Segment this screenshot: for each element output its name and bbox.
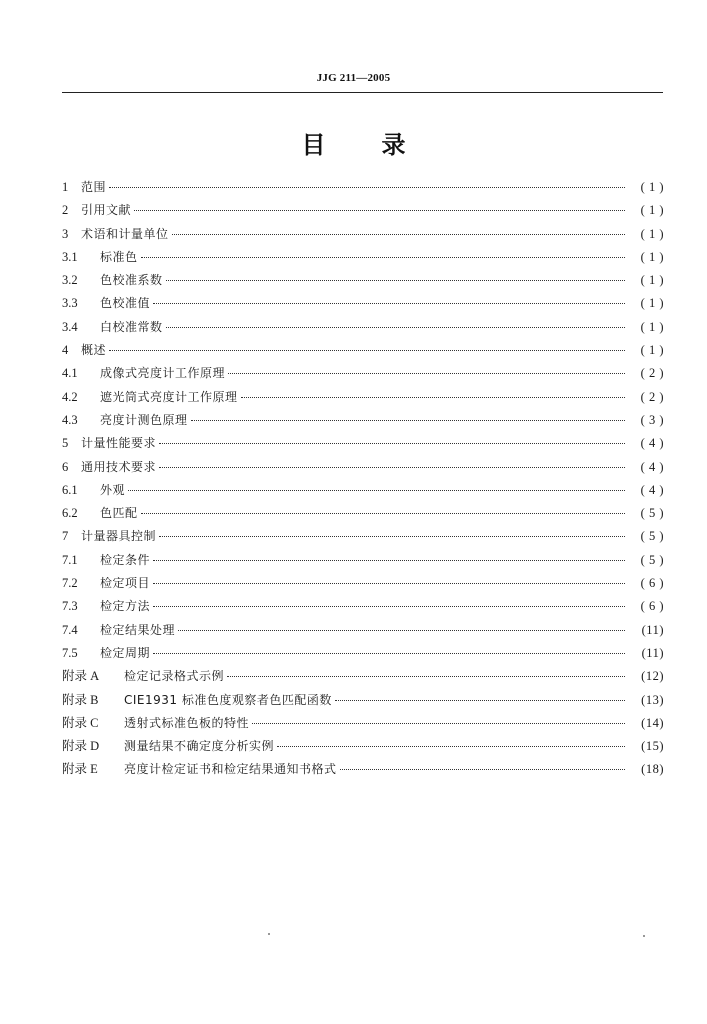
toc-entry: [62, 456, 664, 479]
toc-entry-page: ( 3 ): [640, 412, 664, 427]
toc-entry-number: 附录 B: [62, 692, 99, 707]
toc-entry-title: 检定条件: [100, 552, 151, 567]
toc-entry-title: 成像式亮度计工作原理: [100, 366, 226, 381]
toc-entry: [62, 362, 664, 385]
toc-entry-page: ( 1 ): [640, 296, 664, 311]
standard-code-header: JJG 211—2005: [316, 72, 391, 84]
toc-leader-dots: [241, 395, 625, 398]
toc-entry: [62, 595, 664, 618]
toc-entry: [62, 246, 664, 269]
toc-entry: [62, 502, 664, 525]
toc-entry-page: ( 2 ): [640, 366, 664, 381]
toc-entry-page: ( 5 ): [640, 552, 664, 567]
toc-entry-page: ( 1 ): [640, 319, 664, 334]
toc-entry-number: 3.3: [62, 296, 78, 311]
toc-entry-title: 检定周期: [100, 645, 151, 660]
toc-leader-dots: [172, 232, 625, 235]
toc-leader-dots: [166, 278, 625, 281]
toc-entry-number: 4: [62, 343, 69, 358]
toc-entry-title: 检定方法: [100, 599, 151, 614]
toc-leader-dots: [335, 698, 625, 701]
toc-entry-page: ( 1 ): [640, 203, 664, 218]
toc-entry-number: 6.1: [62, 482, 78, 497]
toc-leader-dots: [141, 255, 625, 258]
toc-leader-dots: [228, 371, 625, 374]
toc-leader-dots: [141, 511, 625, 514]
toc-leader-dots: [134, 208, 625, 211]
toc-entry-number: 附录 C: [62, 715, 99, 730]
toc-entry-page: (15): [641, 739, 664, 754]
header-rule: [62, 92, 663, 93]
toc-leader-dots: [109, 348, 625, 351]
toc-leader-dots: [109, 185, 625, 188]
toc-entry-page: ( 1 ): [640, 273, 664, 288]
toc-entry-number: 附录 D: [62, 739, 100, 754]
toc-entry: [62, 689, 664, 712]
toc-entry-page: (11): [641, 622, 664, 637]
toc-entry-title: 透射式标准色板的特性: [124, 715, 250, 730]
toc-entry-page: (13): [641, 692, 664, 707]
toc-leader-dots: [153, 558, 625, 561]
toc-entry-page: ( 5 ): [640, 529, 664, 544]
toc-entry-number: 7.1: [62, 552, 78, 567]
toc-leader-dots: [153, 651, 625, 654]
toc-entry-page: ( 4 ): [640, 459, 664, 474]
toc-entry: [62, 642, 664, 665]
toc-entry-title: 术语和计量单位: [81, 226, 169, 241]
toc-entry: [62, 735, 664, 758]
toc-entry-number: 6.2: [62, 506, 78, 521]
toc-entry-title: 计量性能要求: [81, 436, 157, 451]
toc-entry-page: ( 1 ): [640, 249, 664, 264]
toc-entry-number: 6: [62, 459, 69, 474]
toc-entry-number: 5: [62, 436, 69, 451]
toc-entry-number: 7.4: [62, 622, 78, 637]
toc-leader-dots: [159, 465, 625, 468]
toc-entry: [62, 386, 664, 409]
toc-leader-dots: [159, 441, 625, 444]
toc-entry: [62, 712, 664, 735]
toc-leader-dots: [153, 604, 625, 607]
toc-entry-number: 附录 A: [62, 669, 100, 684]
toc-entry-number: 7.2: [62, 576, 78, 591]
toc-entry-page: (14): [641, 715, 664, 730]
toc-entry: [62, 199, 664, 222]
toc-entry-title: 外观: [100, 482, 126, 497]
toc-entry: [62, 549, 664, 572]
toc-entry-number: 3.4: [62, 319, 78, 334]
toc-entry: [62, 269, 664, 292]
toc-leader-dots: [340, 767, 625, 770]
toc-entry-title: 亮度计测色原理: [100, 412, 188, 427]
toc-entry: [62, 572, 664, 595]
toc-entry-number: 7: [62, 529, 69, 544]
toc-entry: [62, 525, 664, 548]
toc-entry-title: 检定项目: [100, 576, 151, 591]
toc-entry-title: 检定结果处理: [100, 622, 176, 637]
table-of-contents: [62, 176, 664, 782]
toc-entry-page: (18): [641, 762, 664, 777]
toc-entry: [62, 619, 664, 642]
toc-entry-title: 范围: [81, 180, 107, 194]
page-title: [0, 125, 707, 160]
toc-entry-number: 7.5: [62, 645, 78, 660]
toc-leader-dots: [166, 325, 625, 328]
toc-entry: [62, 339, 664, 362]
toc-entry-title: 概述: [81, 343, 107, 358]
toc-entry-title: 计量器具控制: [81, 529, 157, 544]
toc-entry-page: ( 4 ): [640, 482, 664, 497]
toc-leader-dots: [128, 488, 625, 491]
toc-entry: [62, 479, 664, 502]
toc-entry-page: ( 1 ): [640, 226, 664, 241]
toc-leader-dots: [159, 534, 625, 537]
toc-entry-number: 4.1: [62, 366, 78, 381]
toc-entry-title: 遮光筒式亮度计工作原理: [100, 389, 238, 404]
title-char-2: 录: [381, 131, 406, 159]
toc-entry-page: ( 2 ): [640, 389, 664, 404]
toc-entry: [62, 176, 664, 199]
scan-speck: [268, 933, 270, 935]
toc-entry: [62, 665, 664, 688]
toc-entry-title: 色校准系数: [100, 273, 163, 288]
toc-entry-title: 检定记录格式示例: [124, 669, 225, 684]
toc-entry-title: 通用技术要求: [81, 459, 157, 474]
toc-entry-number: 4.3: [62, 412, 78, 427]
toc-entry-title: 色匹配: [100, 506, 138, 521]
toc-leader-dots: [252, 721, 625, 724]
toc-entry-number: 7.3: [62, 599, 78, 614]
toc-entry-page: ( 1 ): [640, 180, 664, 194]
toc-entry-title: 白校准常数: [100, 319, 163, 334]
toc-entry: [62, 292, 664, 315]
toc-leader-dots: [277, 744, 625, 747]
toc-entry-page: (12): [641, 669, 664, 684]
toc-entry: [62, 409, 664, 432]
toc-entry-page: ( 6 ): [640, 576, 664, 591]
scan-speck: [643, 935, 645, 937]
toc-entry-number: 4.2: [62, 389, 78, 404]
toc-entry: [62, 316, 664, 339]
title-char-1: 目: [301, 131, 326, 159]
toc-entry: [62, 758, 664, 781]
toc-leader-dots: [153, 581, 625, 584]
toc-entry-number: 3.2: [62, 273, 78, 288]
toc-leader-dots: [153, 301, 625, 304]
toc-entry-title: 引用文献: [81, 203, 132, 218]
toc-entry-title: CIE1931 标准色度观察者色匹配函数: [124, 692, 332, 707]
toc-entry-page: ( 6 ): [640, 599, 664, 614]
toc-entry-title: 亮度计检定证书和检定结果通知书格式: [124, 762, 337, 777]
toc-entry-page: (11): [641, 645, 664, 660]
toc-entry-number: 2: [62, 203, 69, 218]
toc-entry-page: ( 1 ): [640, 343, 664, 358]
toc-entry-title: 标准色: [100, 249, 138, 264]
toc-leader-dots: [227, 674, 625, 677]
toc-entry-number: 1: [62, 180, 69, 194]
toc-leader-dots: [178, 628, 625, 631]
toc-entry-page: ( 4 ): [640, 436, 664, 451]
toc-entry-number: 附录 E: [62, 762, 98, 777]
toc-leader-dots: [191, 418, 625, 421]
toc-entry-page: ( 5 ): [640, 506, 664, 521]
toc-entry-number: 3: [62, 226, 69, 241]
toc-entry-title: 色校准值: [100, 296, 151, 311]
toc-entry-number: 3.1: [62, 249, 78, 264]
toc-entry: [62, 432, 664, 455]
toc-entry: [62, 223, 664, 246]
toc-entry-title: 测量结果不确定度分析实例: [124, 739, 275, 754]
